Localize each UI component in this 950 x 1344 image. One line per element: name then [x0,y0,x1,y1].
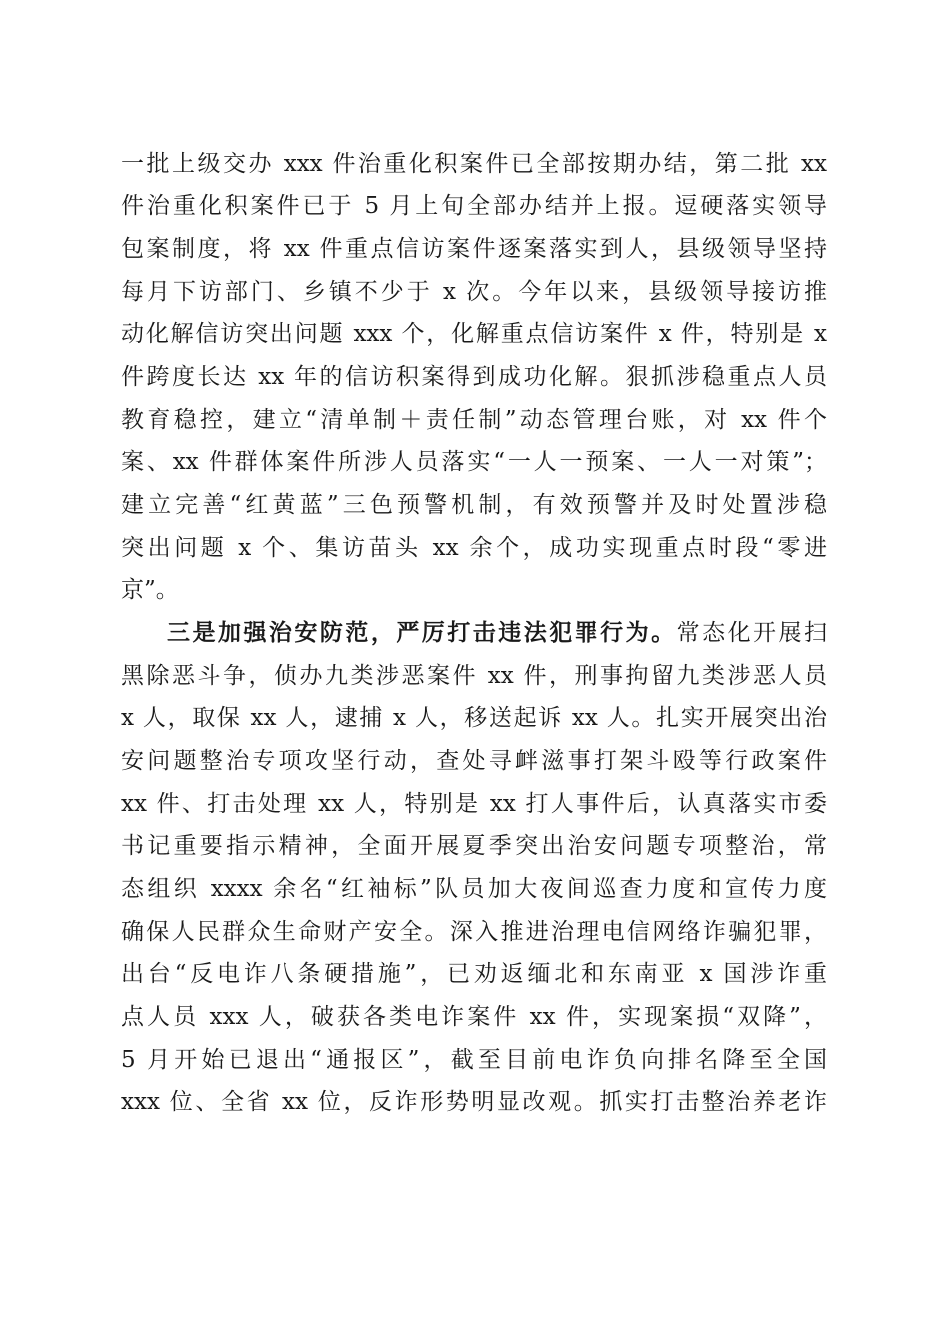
paragraph-2-line-9: 出台“反电诈八条硬措施”，已劝返缅北和东南亚 x 国涉诈重 [121,961,827,987]
paragraph-1-line-1: 一批上级交办 xxx 件治重化积案件已全部按期办结，第二批 xx [121,151,827,177]
paragraph-2-line-4: 安问题整治专项攻坚行动，查处寻衅滋事打架斗殴等行政案件 [121,748,827,774]
paragraph-2-line-12: xxx 位、全省 xx 位，反诈形势明显改观。抓实打击整治养老诈 [121,1089,827,1115]
paragraph-1-line-5: 动化解信访突出问题 xxx 个，化解重点信访案件 x 件，特别是 x [121,321,827,347]
paragraph-2-heading: 三是加强治安防范，严厉打击违法犯罪行为。 [167,619,677,646]
paragraph-2-line-11: 5 月开始已退出“通报区”，截至目前电诈负向排名降至全国 [121,1047,827,1073]
paragraph-2-line-2: 黑除恶斗争，侦办九类涉恶案件 xx 件，刑事拘留九类涉恶人员 [121,663,827,689]
paragraph-1-line-8: 案、xx 件群体案件所涉人员落实“一人一预案、一人一对策”； [121,449,827,475]
paragraph-2-line-1 [167,613,827,653]
paragraph-2-line-5: xx 件、打击处理 xx 人，特别是 xx 打人事件后，认真落实市委 [121,791,827,817]
paragraph-1-line-7: 教育稳控，建立“清单制＋责任制”动态管理台账，对 xx 件个 [121,407,827,433]
paragraph-1-line-11: 京”。 [121,577,179,603]
paragraph-1-line-2: 件治重化积案件已于 5 月上旬全部办结并上报。逗硬落实领导 [121,193,827,219]
paragraph-2-first-line-rest: 常态化开展扫 [676,620,828,646]
paragraph-2-line-6: 书记重要指示精神，全面开展夏季突出治安问题专项整治，常 [121,833,827,859]
paragraph-2-line-8: 确保人民群众生命财产安全。深入推进治理电信网络诈骗犯罪， [121,919,827,945]
paragraph-1-line-9: 建立完善“红黄蓝”三色预警机制，有效预警并及时处置涉稳 [121,492,827,518]
paragraph-2-line-7: 态组织 xxxx 余名“红袖标”队员加大夜间巡查力度和宣传力度 [121,876,827,902]
paragraph-1-line-4: 每月下访部门、乡镇不少于 x 次。今年以来，县级领导接访推 [121,279,827,305]
paragraph-2-line-10: 点人员 xxx 人，破获各类电诈案件 xx 件，实现案损“双降”， [121,1004,827,1030]
paragraph-1-line-3: 包案制度，将 xx 件重点信访案件逐案落实到人，县级领导坚持 [121,236,827,262]
paragraph-1-line-10: 突出问题 x 个、集访苗头 xx 余个，成功实现重点时段“零进 [121,535,827,561]
paragraph-2-line-3: x 人，取保 xx 人，逮捕 x 人，移送起诉 xx 人。扎实开展突出治 [121,705,827,731]
paragraph-1-line-6: 件跨度长达 xx 年的信访积案得到成功化解。狠抓涉稳重点人员 [121,364,827,390]
